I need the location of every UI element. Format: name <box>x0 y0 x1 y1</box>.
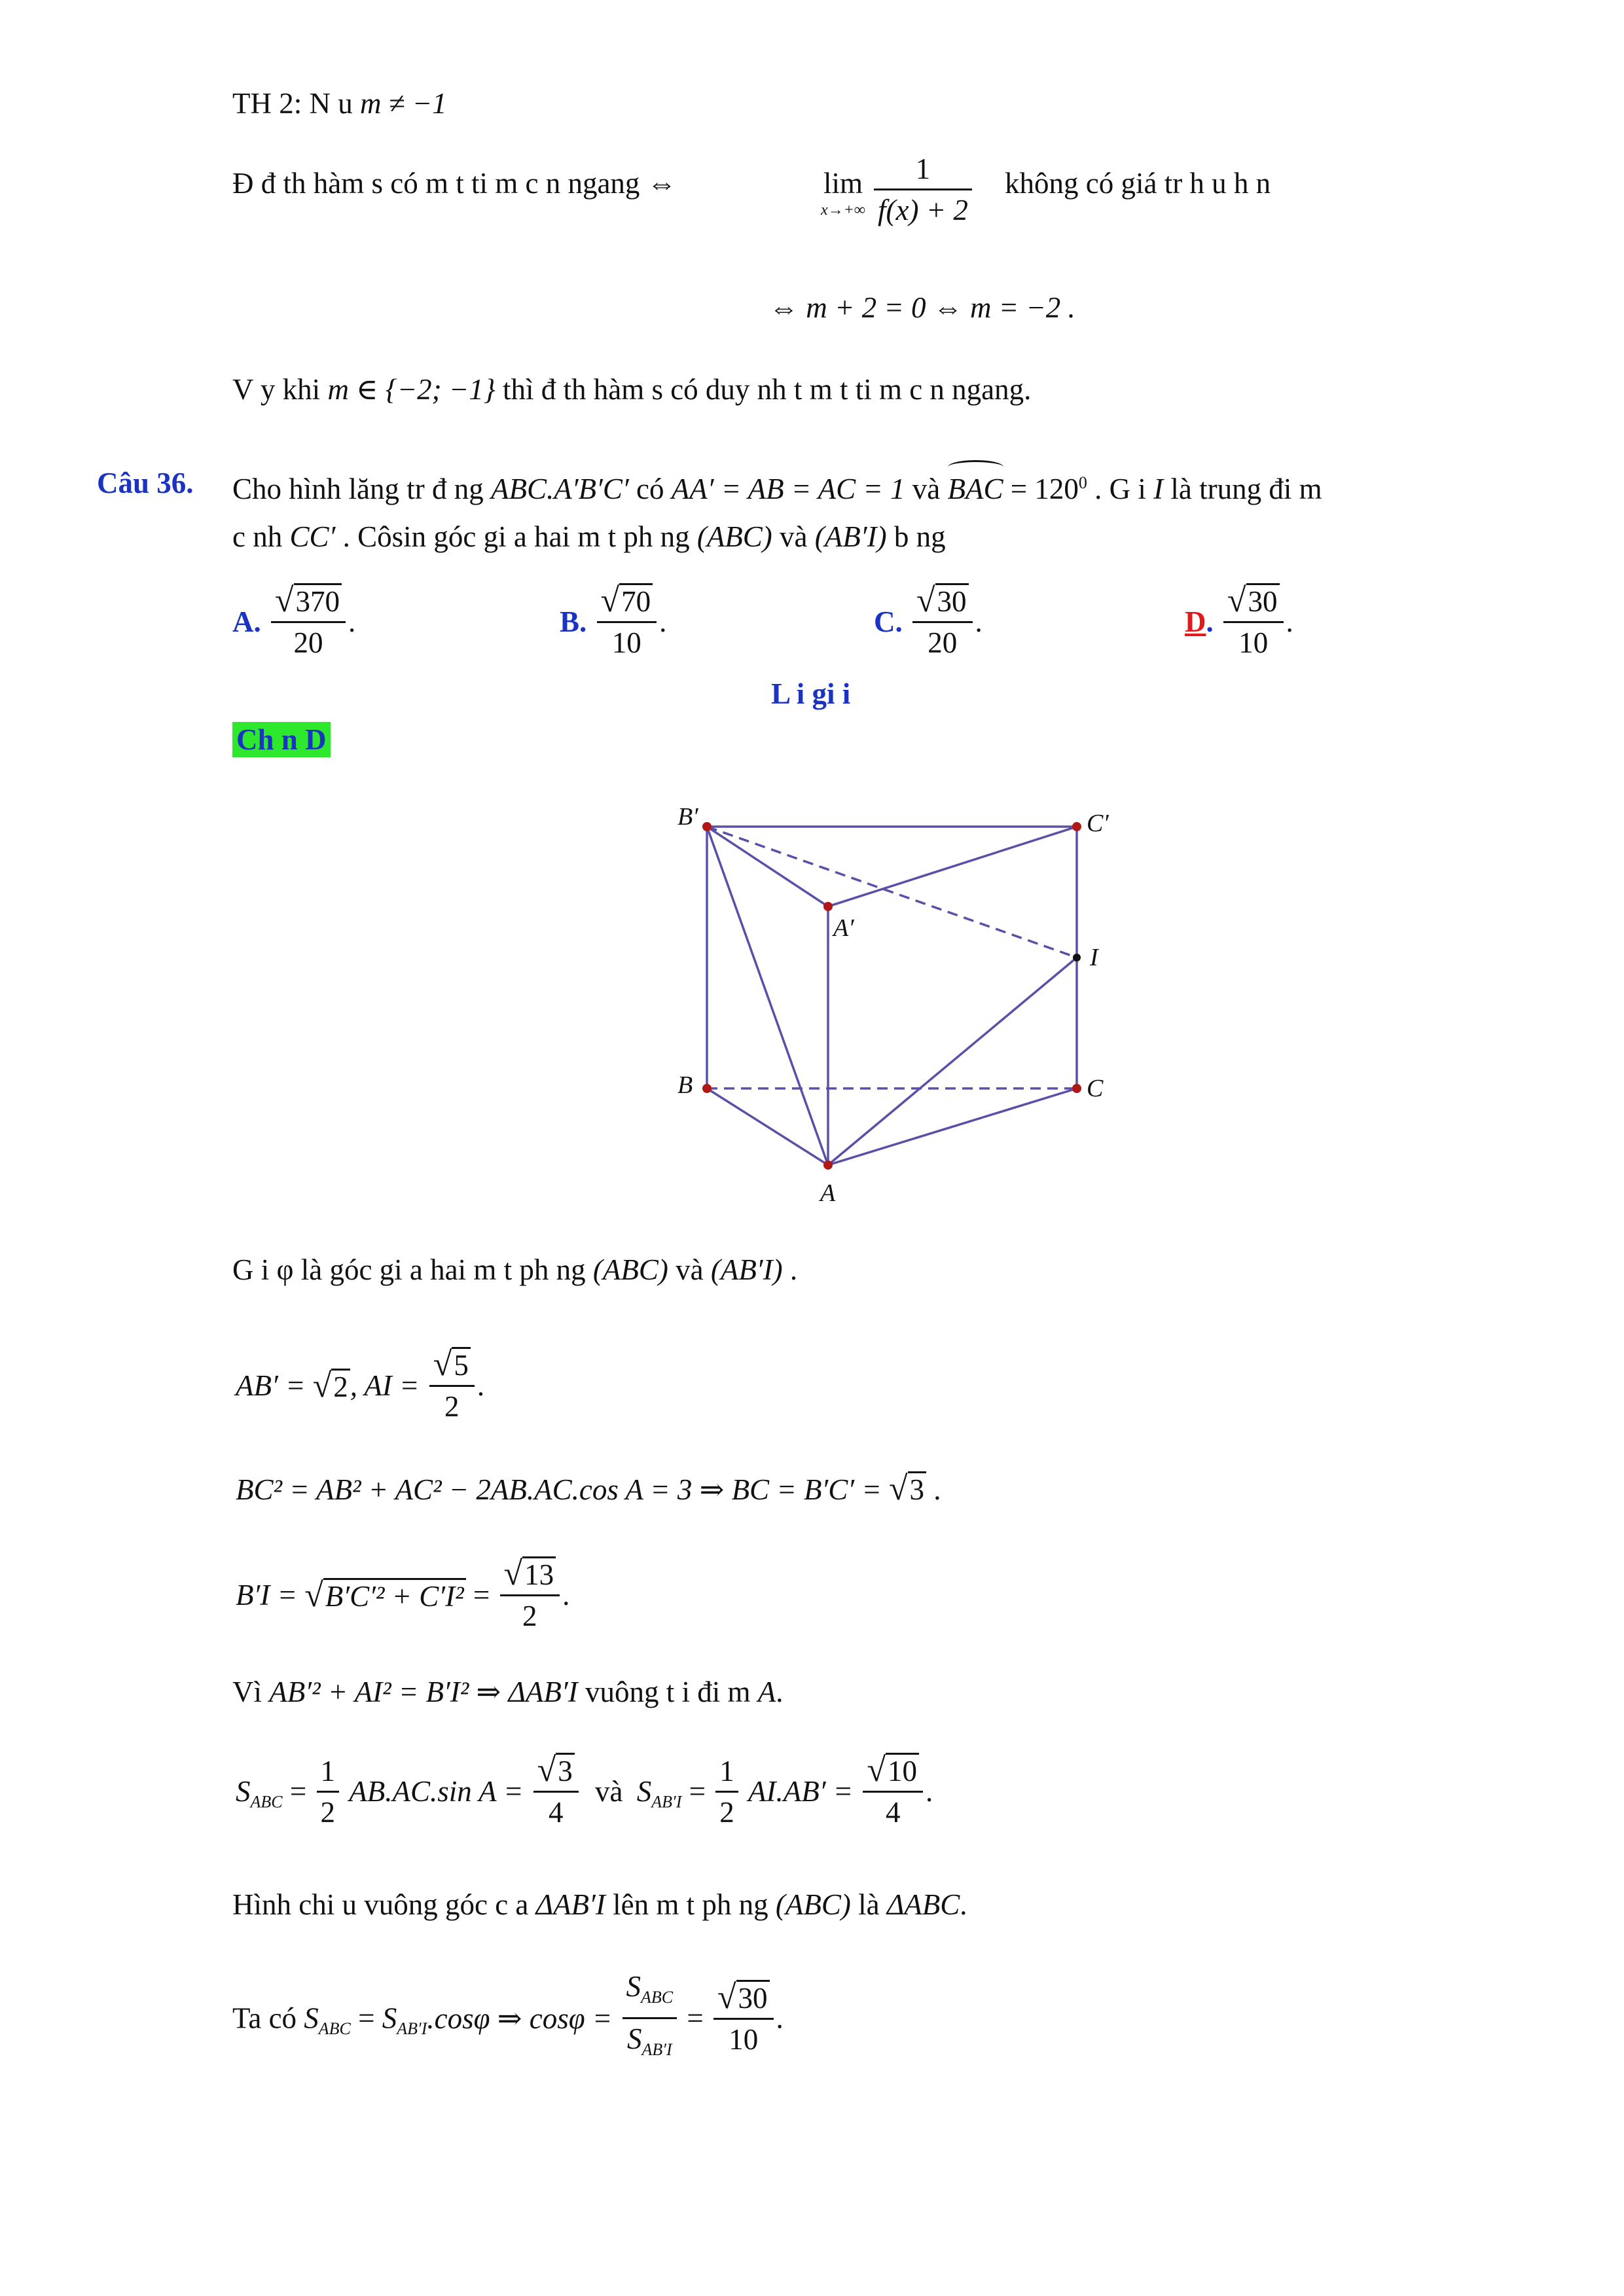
conclusion-set: m ∈ {−2; −1} <box>327 373 496 406</box>
sol8-s1: S <box>304 2001 319 2035</box>
th2-condition: m ≠ −1 <box>360 87 447 120</box>
sol8-frac-s1: S <box>626 1970 641 2003</box>
sol5-text: vuông t i đi m <box>585 1676 751 1708</box>
sol8-ans-num: 30 <box>736 1980 770 2015</box>
sol2-num: 5 <box>452 1347 471 1382</box>
sol6-f1-den: 2 <box>320 1795 335 1829</box>
q-text-6: c nh <box>232 520 283 553</box>
angle-arc <box>948 460 1003 474</box>
sol1-plane-2: (AB′I) <box>710 1253 783 1286</box>
th2-label: TH 2: N u <box>232 87 353 120</box>
q-angle-degree: 0 <box>1078 473 1087 492</box>
point-c1 <box>1072 822 1081 831</box>
sol6-s2: S <box>636 1775 652 1808</box>
limit-fraction <box>874 149 972 230</box>
option-c[interactable]: C. $\frac{√30}{20}$ . <box>874 581 983 662</box>
sol8-eq: = <box>350 2001 382 2035</box>
edge-b1a <box>707 827 828 1165</box>
point-a1 <box>823 902 833 911</box>
edge-ba <box>707 1088 828 1165</box>
limit-line-text-b: không có giá tr h u h n <box>1005 167 1271 200</box>
sol6-and: và <box>595 1775 623 1808</box>
sol6-sub1: ABC <box>250 1792 283 1812</box>
equiv-symbol: ⇔ <box>647 167 677 200</box>
option-b-num: 70 <box>619 583 653 618</box>
sol3-text: BC² = AB² + AC² − 2AB.AC.cos A = 3 ⇒ BC = B′C′ = <box>236 1473 889 1506</box>
label-a: A <box>820 1179 836 1207</box>
sol8-ans-den: 10 <box>729 2022 759 2056</box>
limit-operator <box>817 165 869 219</box>
q-plane-2: (AB′I) <box>814 520 887 553</box>
label-a1: A′ <box>833 914 854 942</box>
point-b1 <box>702 822 712 831</box>
edge-b1i-dashed <box>707 827 1077 958</box>
sol5-vi: Vì <box>232 1676 262 1708</box>
prism-svg <box>655 776 1146 1221</box>
sol1-plane-1: (ABC) <box>592 1253 668 1286</box>
limit-line <box>232 164 677 203</box>
conclusion-text-b: thì đ th hàm s có duy nh t m t ti m c n ngang. <box>502 373 1032 406</box>
sol8-sub2: AB′I <box>397 2018 427 2038</box>
point-c <box>1072 1084 1081 1093</box>
option-a-num: 370 <box>294 583 342 618</box>
edge-b1a1 <box>707 827 828 906</box>
sol4-den: 2 <box>522 1600 537 1632</box>
sol7-text-c: là <box>858 1888 880 1921</box>
sol-line-6: $S_{ABC}$ = $\frac{1}{2}$ AB.AC.sin A = $\frac{√3}{4}$ và $S_{AB'I}$ = $\frac{1}{2}$ AI.AB′ = $\frac{√10}{4}$ . <box>236 1751 933 1832</box>
option-c-num: 30 <box>935 583 969 618</box>
sol1-text: G i φ là góc gi a hai m t ph ng <box>232 1253 586 1286</box>
sol6-f1-num: 1 <box>317 1751 340 1793</box>
q-text-8: và <box>780 520 808 553</box>
option-b-den: 10 <box>611 626 641 659</box>
sol-line-4: B′I = √B′C′² + C′I² = $\frac{√13}{2}$ . <box>236 1554 569 1636</box>
sol6-f2-den: 4 <box>549 1796 564 1829</box>
sol5-equation: AB′² + AI² = B′I² ⇒ ΔAB′I <box>269 1676 578 1708</box>
prism-figure <box>655 776 1146 1221</box>
option-a[interactable]: A. $\frac{√370}{20}$ . <box>232 581 355 662</box>
q-text-5: là trung đi m <box>1170 473 1322 505</box>
question-label: Câu 36. <box>97 467 194 499</box>
lim-sub: x→+∞ <box>821 202 865 219</box>
point-b <box>702 1084 712 1093</box>
sol-line-7: Hình chi u vuông góc c a ΔAB′I lên m t ph ng (ABC) là ΔABC. <box>232 1888 967 1921</box>
equation-m: ⇔ m + 2 = 0 ⇔ m = −2 . <box>769 291 1075 324</box>
option-c-den: 20 <box>928 626 958 659</box>
sol4-radicand: B′C′² + C′I² <box>323 1578 466 1613</box>
sol6-f3-num: 10 <box>886 1753 919 1787</box>
point-i <box>1073 954 1081 961</box>
sol3-root: 3 <box>908 1471 927 1506</box>
q-edge: CC′ <box>289 520 336 553</box>
sol2-ab1: AB′ = <box>236 1369 313 1402</box>
sol8-frac-sub1: ABC <box>641 1988 674 2007</box>
sol1-period: . <box>789 1253 798 1286</box>
q-text-3: và <box>912 473 941 505</box>
sol8-cos: .cosφ ⇒ cosφ = <box>427 2002 620 2035</box>
option-d[interactable]: D. $\frac{√30}{10}$ . <box>1185 581 1293 662</box>
sol8-frac-sub2: AB′I <box>641 2040 672 2059</box>
q-text-2: có <box>636 473 664 505</box>
sol-line-2: AB′ = √2, AI = $\frac{√5}{2}$ . <box>236 1345 484 1426</box>
label-c: C <box>1087 1075 1104 1102</box>
q-text-1: Cho hình lăng tr đ ng <box>232 473 484 505</box>
chosen-answer-text: Ch n D <box>232 722 331 757</box>
sol8-s2: S <box>382 2001 397 2035</box>
sol6-f3-den: 4 <box>885 1796 901 1829</box>
sol7-tri1: ΔAB′I <box>535 1888 605 1921</box>
q-text-9: b ng <box>893 520 946 553</box>
limit-line-text-a: Đ đ th hàm s có m t ti m c n ngang <box>232 167 640 200</box>
sol6-f2-num: 3 <box>556 1753 575 1787</box>
q-plane-1: (ABC) <box>696 520 772 553</box>
edge-ac <box>828 1088 1077 1165</box>
edge-a1c1 <box>828 827 1077 906</box>
sol7-text-b: lên m t ph ng <box>613 1888 768 1921</box>
q-text-4: . G i <box>1094 473 1146 505</box>
option-b-letter: B. <box>560 605 587 638</box>
sol1-and: và <box>676 1253 704 1286</box>
label-b1: B′ <box>677 803 698 831</box>
sol-line-1 <box>232 1250 797 1289</box>
q-angle-text: BAC <box>947 473 1003 505</box>
option-d-den: 10 <box>1238 626 1269 659</box>
q-equality: AA′ = AB = AC = 1 <box>671 473 905 505</box>
question-line-2 <box>232 517 946 556</box>
limit-den: f(x) + 2 <box>878 194 968 226</box>
label-c1: C′ <box>1087 810 1109 837</box>
sol-line-5: Vì AB′² + AI² = B′I² ⇒ ΔAB′I vuông t i đi m A. <box>232 1676 784 1708</box>
sol2-root: 2 <box>331 1369 350 1403</box>
option-b[interactable]: B. $\frac{√70}{10}$ . <box>560 581 666 662</box>
option-a-den: 20 <box>293 626 323 659</box>
sol6-mid2: AI.AB′ = <box>748 1775 861 1808</box>
label-i: I <box>1090 944 1098 971</box>
q-text-7: . Côsin góc gi a hai m t ph ng <box>342 520 690 553</box>
sol7-text-a: Hình chi u vuông góc c a <box>232 1888 529 1921</box>
sol6-sub2: AB′I <box>651 1792 682 1812</box>
sol7-tri2: ΔABC <box>886 1888 960 1921</box>
sol4-b1i: B′I = <box>236 1579 305 1611</box>
lim-text: lim <box>823 167 863 200</box>
q-angle <box>948 469 1003 509</box>
q-angle-value: = 120 <box>1010 473 1079 505</box>
sol8-frac-s2: S <box>627 2022 642 2055</box>
option-c-letter: C. <box>874 605 903 638</box>
conclusion-line <box>232 370 1031 409</box>
th2-line <box>232 84 447 123</box>
sol7-plane: (ABC) <box>775 1888 851 1921</box>
option-a-letter: A. <box>232 605 261 638</box>
edge-ai <box>828 958 1077 1165</box>
sol6-mid1: AB.AC.sin A = <box>349 1775 531 1808</box>
sol-line-8: Ta có $S_{ABC} = S_{AB'I}.\cos\varphi$ ⇒ cosφ = $\frac{S_{ABC}}{S_{AB'I}}$ = $\frac{√30}{10}$ . <box>232 1967 784 2070</box>
chosen-answer <box>232 720 331 759</box>
q-point-i: I <box>1153 473 1164 505</box>
sol4-num: 13 <box>522 1556 556 1591</box>
sol-line-3: BC² = AB² + AC² − 2AB.AC.cos A = 3 ⇒ BC = B′C′ = √3 . <box>236 1470 941 1507</box>
label-b: B <box>677 1071 693 1099</box>
sol6-eq1: = <box>282 1775 314 1808</box>
sol6-eq2: = <box>681 1775 713 1808</box>
sol2-den: 2 <box>444 1390 460 1423</box>
solution-heading: L i gi i <box>771 677 851 710</box>
conclusion-text-a: V y khi <box>232 373 321 406</box>
sol6-f4-num: 1 <box>715 1751 738 1793</box>
option-d-letter: D <box>1185 605 1206 638</box>
q-prism: ABC.A′B′C′ <box>490 473 629 505</box>
sol5-point: A <box>757 1676 776 1708</box>
sol8-ta-co: Ta có <box>232 2001 297 2035</box>
point-a <box>823 1160 833 1170</box>
sol2-ai: , AI = <box>350 1369 427 1402</box>
limit-num: 1 <box>874 149 972 190</box>
question-line-1 <box>232 463 1322 509</box>
sol6-s1: S <box>236 1775 251 1808</box>
sol6-f4-den: 2 <box>719 1795 734 1829</box>
option-d-num: 30 <box>1246 583 1280 618</box>
sol8-sub1: ABC <box>318 2018 351 2038</box>
